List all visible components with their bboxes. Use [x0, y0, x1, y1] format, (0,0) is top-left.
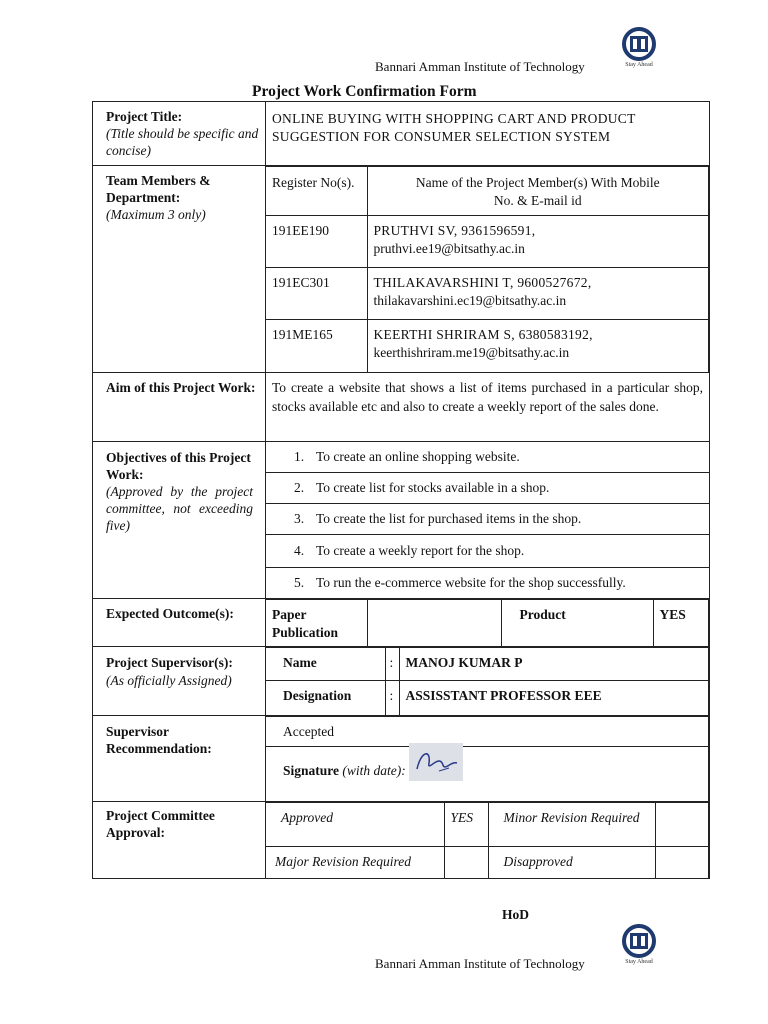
member-reg: 191ME165 [272, 327, 333, 342]
team-col-name: Name of the Project Member(s) With Mobile No. & E-mail id [415, 175, 660, 208]
supervisor-name-value: MANOJ KUMAR P [405, 655, 523, 670]
objective-item: 2. To create list for stocks available in a shop. [266, 473, 709, 504]
aim-label: Aim of this Project Work: [106, 380, 256, 395]
team-member-row [266, 268, 709, 320]
recommendation-value: Accepted [283, 723, 334, 739]
objective-item: 1. To create an online shopping website. [266, 442, 709, 473]
objectives-list [266, 442, 709, 598]
team-table [266, 166, 709, 372]
supervisor-designation-value: ASSISSTANT PROFESSOR EEE [405, 688, 602, 703]
row-objectives [93, 442, 710, 599]
member-name-phone: KEERTHI SHRIRAM S, 6380583192, [373, 327, 593, 342]
member-email: thilakavarshini.ec19@bitsathy.ac.in [373, 293, 567, 308]
committee-approved: Approved [281, 809, 333, 825]
objectives-label: Objectives of this Project Work: [106, 450, 251, 482]
footer-logo-text: Stay Ahead [625, 959, 653, 965]
member-reg: 191EC301 [272, 275, 330, 290]
objectives-hint: (Approved by the project committee, not exceeding five) [106, 484, 253, 533]
aim-value: To create a website that shows a list of items purchased in a particular shop, stocks available etc and also to create a weekly report of the sales done. [272, 380, 703, 414]
outcome-product-label: Product [519, 607, 566, 622]
header-institution: Bannari Amman Institute of Technology [375, 59, 585, 74]
row-recommendation [93, 715, 710, 801]
supervisor-designation-label: Designation [283, 688, 352, 703]
member-email: keerthishriram.me19@bitsathy.ac.in [373, 345, 570, 360]
committee-disapproved: Disapproved [503, 853, 573, 869]
team-hint: (Maximum 3 only) [106, 207, 206, 222]
supervisor-hint: (As officially Assigned) [106, 673, 232, 688]
project-title-label: Project Title: [106, 109, 183, 124]
outcome-product-value: YES [659, 607, 686, 622]
supervisor-label: Project Supervisor(s): [106, 655, 233, 670]
institution-logo-icon [611, 26, 667, 72]
row-outcome [93, 599, 710, 647]
team-col-reg: Register No(s). [272, 175, 355, 190]
outcome-label: Expected Outcome(s): [106, 606, 234, 621]
row-project-title [93, 102, 710, 166]
committee-major: Major Revision Required [275, 853, 411, 869]
committee-approved-value: YES [450, 809, 474, 825]
member-reg: 191EE190 [272, 223, 329, 238]
signature-image [409, 743, 463, 781]
team-member-row [266, 320, 709, 372]
outcome-paper-label: Paper Publication [272, 607, 339, 640]
signature-label: Signature [283, 762, 340, 778]
objective-item: 3. To create the list for purchased items in the shop. [266, 504, 709, 535]
row-aim [93, 373, 710, 442]
hod-label: HoD [502, 907, 529, 922]
team-member-row [266, 216, 709, 268]
confirmation-form [92, 101, 710, 879]
project-title-hint: (Title should be specific and concise) [106, 126, 259, 158]
outcome-paper-value [368, 600, 501, 606]
row-supervisor: Project Supervisor(s): (As officially Assigned) Name : MANOJ KUMAR P Designation : ASSISSTANT PROFESSOR EEE [93, 647, 710, 716]
member-email: pruthvi.ee19@bitsathy.ac.in [373, 241, 525, 256]
member-name-phone: PRUTHVI SV, 9361596591, [373, 223, 536, 238]
logo-text: Stay Ahead [625, 62, 653, 68]
signature-hint: (with date): [342, 762, 406, 778]
member-name-phone: THILAKAVARSHINI T, 9600527672, [373, 275, 592, 290]
footer-institution: Bannari Amman Institute of Technology [375, 956, 585, 971]
committee-minor: Minor Revision Required [503, 809, 640, 825]
supervisor-name-label: Name [283, 655, 317, 670]
objective-item: 4. To create a weekly report for the shop. [266, 535, 709, 568]
row-team [93, 166, 710, 373]
committee-label: Project Committee Approval: [106, 807, 215, 840]
form-title: Project Work Confirmation Form [252, 83, 477, 100]
footer-logo-icon [611, 923, 667, 969]
project-title-value: ONLINE BUYING WITH SHOPPING CART AND PRODUCT SUGGESTION FOR CONSUMER SELECTION SYSTEM [272, 111, 636, 144]
row-committee [93, 801, 710, 878]
team-label: Team Members & Department: [106, 173, 211, 205]
objective-item: 5. To run the e-commerce website for the shop successfully. [294, 575, 626, 590]
recommendation-label: Supervisor Recommendation: [106, 723, 212, 756]
